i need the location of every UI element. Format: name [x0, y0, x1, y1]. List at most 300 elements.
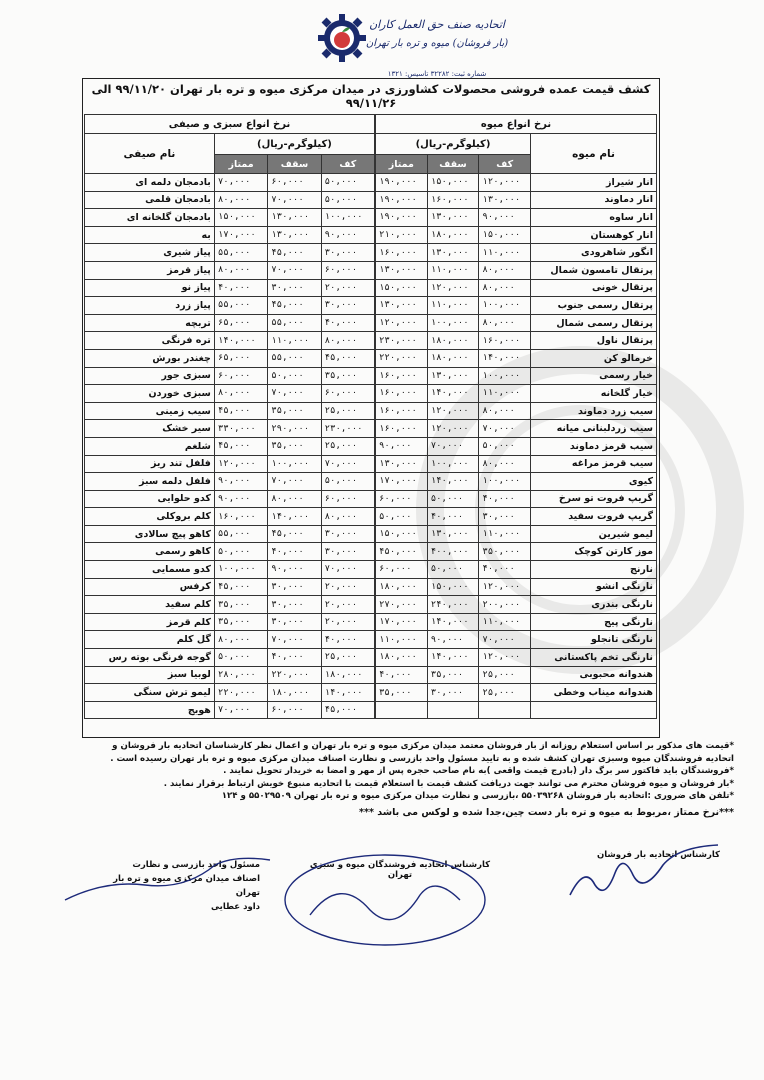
- veg-cell-kaf: ۶۰,۰۰۰: [321, 385, 374, 403]
- veg-table-row: [85, 543, 375, 561]
- fruit-cell-kaf: ۱۱۰,۰۰۰: [479, 385, 531, 403]
- veg-cell-name: سبزی خوردن: [85, 385, 215, 403]
- veg-cell-momtaz: ۳۳۰,۰۰۰: [214, 420, 267, 438]
- veg-cell-saqf: ۲۲۰,۰۰۰: [268, 666, 321, 684]
- veg-col-momtaz: ممتاز: [214, 155, 267, 174]
- fruit-col-kaf: کف: [479, 155, 531, 174]
- fruit-table-row: [376, 631, 657, 649]
- veg-cell-name: کدو حلوایی: [85, 490, 215, 508]
- note-line: *فروشندگان باید فاکتور سر برگ دار (بادرج قیمت واقعی )به نام صاحب حجره پس از مهر و امضا به خریدار تحویل نمایند .: [223, 766, 734, 776]
- fruit-table-row: [376, 174, 657, 192]
- veg-cell-name: پیاز زرد: [85, 297, 215, 315]
- veg-table-row: [85, 684, 375, 702]
- veg-cell-saqf: ۴۰,۰۰۰: [268, 543, 321, 561]
- veg-cell-momtaz: ۱۶۰,۰۰۰: [214, 508, 267, 526]
- veg-cell-saqf: ۳۵,۰۰۰: [268, 402, 321, 420]
- veg-cell-kaf: ۴۵,۰۰۰: [321, 701, 374, 719]
- fruit-cell-name: پرتقال ناول: [531, 332, 657, 350]
- fruit-cell-saqf: ۱۱۰,۰۰۰: [427, 297, 479, 315]
- veg-cell-kaf: ۶۰,۰۰۰: [321, 490, 374, 508]
- veg-cell-saqf: ۱۱۰,۰۰۰: [268, 332, 321, 350]
- veg-col-kaf: کف: [321, 155, 374, 174]
- fruit-cell-name: نارنج: [531, 561, 657, 579]
- veg-cell-saqf: ۳۰,۰۰۰: [268, 596, 321, 614]
- veg-cell-name: به: [85, 226, 215, 244]
- veg-cell-momtaz: ۹۰,۰۰۰: [214, 490, 267, 508]
- veg-cell-momtaz: ۳۵,۰۰۰: [214, 596, 267, 614]
- fruit-cell-kaf: ۷۰,۰۰۰: [479, 420, 531, 438]
- veg-cell-name: بادمجان دلمه ای: [85, 174, 215, 192]
- fruit-cell-saqf: ۱۰۰,۰۰۰: [427, 314, 479, 332]
- veg-cell-momtaz: ۶۰,۰۰۰: [214, 367, 267, 385]
- fruit-cell-momtaz: ۴۵۰,۰۰۰: [376, 543, 428, 561]
- veg-cell-momtaz: ۵۵,۰۰۰: [214, 297, 267, 315]
- veg-table-row: [85, 226, 375, 244]
- fruit-cell-name: انار شیراز: [531, 174, 657, 192]
- veg-cell-saqf: ۶۰,۰۰۰: [268, 701, 321, 719]
- fruit-cell-name: پرتقال تامسون شمال: [531, 261, 657, 279]
- fruit-table-row: [376, 543, 657, 561]
- fruit-cell-saqf: ۱۲۰,۰۰۰: [427, 279, 479, 297]
- fruit-table-row: [376, 244, 657, 262]
- fruit-cell-kaf: ۲۵,۰۰۰: [479, 684, 531, 702]
- veg-table-row: [85, 473, 375, 491]
- veg-cell-momtaz: ۱۷۰,۰۰۰: [214, 226, 267, 244]
- signature-scribble-right-icon: [560, 840, 730, 910]
- note-line: اتحادیه فروشندگان میوه وسبزی تهران کشف شده و به تایید مسئول واحد بازرسی و نظارت اصناف میدان مرکزی میوه و تره بار تهران رسیده است .: [110, 753, 734, 764]
- fruit-cell-momtaz: ۱۶۰,۰۰۰: [376, 244, 428, 262]
- veg-cell-saqf: ۴۰,۰۰۰: [268, 649, 321, 667]
- fruit-cell-saqf: ۱۲۰,۰۰۰: [427, 402, 479, 420]
- veg-cell-kaf: ۸۰,۰۰۰: [321, 508, 374, 526]
- veg-cell-name: گل کلم: [85, 631, 215, 649]
- fruit-cell-saqf: ۵۰,۰۰۰: [427, 490, 479, 508]
- fruit-cell-momtaz: ۱۱۰,۰۰۰: [376, 631, 428, 649]
- veg-cell-name: سبزی جور: [85, 367, 215, 385]
- signature-inspection-line1: مسئول واحد بازرسی و نظارت: [132, 860, 260, 870]
- signature-inspection-name: داود عطایی: [211, 902, 260, 912]
- header-org-title: اتحادیه صنف حق العمل کاران: [369, 18, 505, 31]
- fruit-table-row: [376, 279, 657, 297]
- fruit-cell-momtaz: ۱۷۰,۰۰۰: [376, 473, 428, 491]
- fruit-table-row: [376, 684, 657, 702]
- veg-cell-name: کلم سفید: [85, 596, 215, 614]
- fruit-cell-kaf: ۱۱۰,۰۰۰: [479, 613, 531, 631]
- veg-cell-momtaz: ۱۴۰,۰۰۰: [214, 332, 267, 350]
- fruit-table-row: [376, 191, 657, 209]
- fruit-cell-kaf: ۱۵۰,۰۰۰: [479, 226, 531, 244]
- veg-table-row: [85, 420, 375, 438]
- veg-table-row: [85, 402, 375, 420]
- fruit-cell-momtaz: ۱۳۰,۰۰۰: [376, 261, 428, 279]
- veg-cell-saqf: ۵۰,۰۰۰: [268, 367, 321, 385]
- signature-inspection-line2: اصناف میدان مرکزی میوه و تره بار تهران: [113, 874, 260, 898]
- signature-foroshandegan-label: کارشناس اتحادیه فروشندگان میوه و سبزی تهران: [309, 860, 491, 880]
- fruit-cell-name: گریپ فروت تو سرخ: [531, 490, 657, 508]
- veg-cell-name: کرفس: [85, 578, 215, 596]
- fruit-table-row: [376, 578, 657, 596]
- fruit-cell-saqf: ۱۲۰,۰۰۰: [427, 420, 479, 438]
- veg-cell-saqf: ۷۰,۰۰۰: [268, 631, 321, 649]
- fruit-cell-name: سیب زردلبنانی میانه: [531, 420, 657, 438]
- fruit-cell-saqf: ۱۸۰,۰۰۰: [427, 349, 479, 367]
- veg-table-row: [85, 701, 375, 719]
- fruit-cell-momtaz: ۴۰,۰۰۰: [376, 666, 428, 684]
- veg-cell-saqf: ۴۵,۰۰۰: [268, 297, 321, 315]
- veg-cell-kaf: ۲۰,۰۰۰: [321, 613, 374, 631]
- veg-table-row: [85, 332, 375, 350]
- veg-cell-kaf: ۲۵,۰۰۰: [321, 437, 374, 455]
- fruit-cell-momtaz: ۱۳۰,۰۰۰: [376, 297, 428, 315]
- fruit-cell-name: انار ساوه: [531, 209, 657, 227]
- fruit-cell-momtaz: ۶۰,۰۰۰: [376, 561, 428, 579]
- veg-table-row: [85, 455, 375, 473]
- veg-cell-kaf: ۴۵,۰۰۰: [321, 349, 374, 367]
- signature-barforoshan-label: کارشناس اتحادیه بار فروشان: [596, 850, 720, 860]
- fruit-cell-momtaz: ۱۸۰,۰۰۰: [376, 649, 428, 667]
- veg-cell-momtaz: ۴۵,۰۰۰: [214, 578, 267, 596]
- veg-table-row: [85, 561, 375, 579]
- fruit-unit-header: (کیلوگرم-ریال): [376, 134, 531, 155]
- fruit-cell-saqf: ۱۳۰,۰۰۰: [427, 525, 479, 543]
- veg-cell-saqf: ۶۰,۰۰۰: [268, 174, 321, 192]
- veg-cell-saqf: ۳۵,۰۰۰: [268, 437, 321, 455]
- fruit-cell-saqf: ۳۵,۰۰۰: [427, 666, 479, 684]
- veg-cell-name: کدو مسمایی: [85, 561, 215, 579]
- fruit-cell-kaf: [479, 701, 531, 719]
- fruit-cell-saqf: ۱۳۰,۰۰۰: [427, 244, 479, 262]
- veg-cell-saqf: ۴۵,۰۰۰: [268, 525, 321, 543]
- fruit-table-row: [376, 525, 657, 543]
- fruit-cell-momtaz: ۲۷۰,۰۰۰: [376, 596, 428, 614]
- fruit-table-row: [376, 332, 657, 350]
- fruit-cell-momtaz: ۲۲۰,۰۰۰: [376, 349, 428, 367]
- veg-cell-saqf: ۱۰۰,۰۰۰: [268, 455, 321, 473]
- fruit-cell-saqf: ۱۴۰,۰۰۰: [427, 385, 479, 403]
- fruit-cell-name: سیب قرمز مراغه: [531, 455, 657, 473]
- notes-block: [84, 740, 734, 819]
- veg-cell-kaf: ۲۰,۰۰۰: [321, 578, 374, 596]
- fruit-cell-kaf: ۱۴۰,۰۰۰: [479, 349, 531, 367]
- veg-cell-momtaz: ۹۰,۰۰۰: [214, 473, 267, 491]
- veg-cell-kaf: ۳۰,۰۰۰: [321, 244, 374, 262]
- veg-section-title: نرخ انواع سبزی و صیفی: [85, 115, 375, 134]
- veg-cell-kaf: ۲۰,۰۰۰: [321, 279, 374, 297]
- fruit-cell-name: خرمالو کن: [531, 349, 657, 367]
- fruit-cell-momtaz: ۱۶۰,۰۰۰: [376, 402, 428, 420]
- fruit-cell-name: خیار گلخانه: [531, 385, 657, 403]
- veg-cell-kaf: ۵۰,۰۰۰: [321, 473, 374, 491]
- fruit-col-momtaz: ممتاز: [376, 155, 428, 174]
- veg-cell-name: بادمجان قلمی: [85, 191, 215, 209]
- veg-cell-momtaz: ۲۸۰,۰۰۰: [214, 666, 267, 684]
- fruit-table-row: [376, 349, 657, 367]
- veg-cell-kaf: ۲۵,۰۰۰: [321, 402, 374, 420]
- fruit-cell-saqf: [427, 701, 479, 719]
- veg-table-row: [85, 314, 375, 332]
- veg-cell-name: لیمو ترش سنگی: [85, 684, 215, 702]
- fruit-cell-saqf: ۱۵۰,۰۰۰: [427, 578, 479, 596]
- veg-table-row: [85, 297, 375, 315]
- fruit-table-row: [376, 226, 657, 244]
- veg-cell-momtaz: ۵۵,۰۰۰: [214, 244, 267, 262]
- veg-table-row: [85, 209, 375, 227]
- veg-cell-name: سیر خشک: [85, 420, 215, 438]
- veg-table-row: [85, 279, 375, 297]
- fruit-cell-name: سیب زرد دماوند: [531, 402, 657, 420]
- note-line: *تلفن های ضروری :اتحادیه بار فروشان ۵۵۰۳۹۲۶۸ ،بازرسی و نظارت میدان مرکزی میوه و تره بار تهران ۵۵۰۲۹۵۰۹ و ۱۲۴: [221, 791, 734, 801]
- veg-table-row: [85, 367, 375, 385]
- fruit-cell-name: موز کارتن کوچک: [531, 543, 657, 561]
- veg-cell-name: کلم قرمز: [85, 613, 215, 631]
- signature-scribble-left-icon: [60, 855, 280, 915]
- veg-cell-kaf: ۱۰۰,۰۰۰: [321, 209, 374, 227]
- veg-cell-name: تربچه: [85, 314, 215, 332]
- veg-cell-kaf: ۱۴۰,۰۰۰: [321, 684, 374, 702]
- fruit-cell-momtaz: ۶۰,۰۰۰: [376, 490, 428, 508]
- veg-cell-name: فلفل دلمه سبز: [85, 473, 215, 491]
- document-title: کشف قیمت عمده فروشی محصولات کشاورزی در میدان مرکزی میوه و تره بار تهران ۹۹/۱۱/۲۰ الی ۹۹/۱۱/۲۶: [91, 82, 651, 110]
- veg-price-table: [84, 114, 375, 719]
- fruit-cell-saqf: ۴۰۰,۰۰۰: [427, 543, 479, 561]
- veg-table-row: [85, 525, 375, 543]
- fruit-cell-kaf: ۹۰,۰۰۰: [479, 209, 531, 227]
- fruit-cell-kaf: ۱۰۰,۰۰۰: [479, 297, 531, 315]
- fruit-cell-kaf: ۸۰,۰۰۰: [479, 402, 531, 420]
- fruit-cell-name: نارنگی پیج: [531, 613, 657, 631]
- fruit-cell-name: انار دماوند: [531, 191, 657, 209]
- fruit-cell-name: [531, 701, 657, 719]
- veg-unit-header: (کیلوگرم-ریال): [214, 134, 374, 155]
- veg-cell-name: پیاز قرمز: [85, 261, 215, 279]
- fruit-cell-name: خیار رسمی: [531, 367, 657, 385]
- veg-cell-saqf: ۳۰,۰۰۰: [268, 279, 321, 297]
- fruit-cell-name: کیوی: [531, 473, 657, 491]
- fruit-cell-saqf: ۲۴۰,۰۰۰: [427, 596, 479, 614]
- veg-table-row: [85, 437, 375, 455]
- veg-cell-name: کاهو پیچ سالادی: [85, 525, 215, 543]
- fruit-cell-saqf: ۹۰,۰۰۰: [427, 631, 479, 649]
- fruit-cell-saqf: ۱۴۰,۰۰۰: [427, 649, 479, 667]
- fruit-price-table: [375, 114, 657, 719]
- veg-table-row: [85, 244, 375, 262]
- veg-cell-momtaz: ۸۰,۰۰۰: [214, 385, 267, 403]
- fruit-cell-kaf: ۴۰,۰۰۰: [479, 561, 531, 579]
- fruit-table-row: [376, 297, 657, 315]
- fruit-cell-kaf: ۱۱۰,۰۰۰: [479, 525, 531, 543]
- fruit-cell-momtaz: ۱۸۰,۰۰۰: [376, 578, 428, 596]
- veg-cell-saqf: ۳۰,۰۰۰: [268, 613, 321, 631]
- fruit-cell-kaf: ۱۲۰,۰۰۰: [479, 174, 531, 192]
- veg-cell-kaf: ۵۰,۰۰۰: [321, 191, 374, 209]
- veg-cell-saqf: ۳۰,۰۰۰: [268, 578, 321, 596]
- veg-cell-momtaz: ۵۰,۰۰۰: [214, 649, 267, 667]
- fruit-cell-momtaz: ۳۵,۰۰۰: [376, 684, 428, 702]
- veg-cell-saqf: ۷۰,۰۰۰: [268, 385, 321, 403]
- fruit-cell-momtaz: ۱۵۰,۰۰۰: [376, 279, 428, 297]
- veg-cell-momtaz: ۶۵,۰۰۰: [214, 349, 267, 367]
- fruit-col-saqf: سقف: [427, 155, 479, 174]
- veg-cell-momtaz: ۴۰,۰۰۰: [214, 279, 267, 297]
- veg-cell-kaf: ۳۰,۰۰۰: [321, 543, 374, 561]
- veg-cell-saqf: ۱۸۰,۰۰۰: [268, 684, 321, 702]
- fruit-cell-saqf: ۱۳۰,۰۰۰: [427, 209, 479, 227]
- fruit-cell-kaf: ۸۰,۰۰۰: [479, 314, 531, 332]
- fruit-table-row: [376, 508, 657, 526]
- fruit-table-row: [376, 261, 657, 279]
- veg-cell-momtaz: ۵۵,۰۰۰: [214, 525, 267, 543]
- fruit-cell-saqf: ۱۵۰,۰۰۰: [427, 174, 479, 192]
- fruit-cell-momtaz: ۱۹۰,۰۰۰: [376, 209, 428, 227]
- fruit-cell-name: گریپ فروت سفید: [531, 508, 657, 526]
- fruit-cell-saqf: ۳۰,۰۰۰: [427, 684, 479, 702]
- fruit-cell-saqf: ۱۶۰,۰۰۰: [427, 191, 479, 209]
- fruit-table-row: [376, 596, 657, 614]
- veg-cell-name: کلم بروکلی: [85, 508, 215, 526]
- fruit-cell-momtaz: ۱۹۰,۰۰۰: [376, 191, 428, 209]
- veg-cell-name: گوجه فرنگی بوته رس: [85, 649, 215, 667]
- veg-cell-kaf: ۹۰,۰۰۰: [321, 226, 374, 244]
- veg-cell-momtaz: ۸۰,۰۰۰: [214, 191, 267, 209]
- veg-cell-kaf: ۱۸۰,۰۰۰: [321, 666, 374, 684]
- fruit-table-row: [376, 490, 657, 508]
- veg-cell-momtaz: ۵۰,۰۰۰: [214, 543, 267, 561]
- veg-cell-momtaz: ۱۵۰,۰۰۰: [214, 209, 267, 227]
- fruit-table-row: [376, 666, 657, 684]
- fruit-cell-kaf: ۳۵۰,۰۰۰: [479, 543, 531, 561]
- veg-cell-momtaz: ۴۵,۰۰۰: [214, 402, 267, 420]
- fruit-cell-saqf: ۵۰,۰۰۰: [427, 561, 479, 579]
- veg-cell-momtaz: ۷۰,۰۰۰: [214, 701, 267, 719]
- fruit-table-row: [376, 561, 657, 579]
- final-note: ***نرخ ممتاز ،مربوط به میوه و تره بار دست چین،جدا شده و لوکس می باشد ***: [359, 806, 734, 818]
- fruit-table-row: [376, 455, 657, 473]
- veg-cell-saqf: ۴۵,۰۰۰: [268, 244, 321, 262]
- veg-cell-name: پیاز نو: [85, 279, 215, 297]
- fruit-table-row: [376, 437, 657, 455]
- fruit-cell-kaf: ۳۰,۰۰۰: [479, 508, 531, 526]
- veg-table-row: [85, 631, 375, 649]
- fruit-table-row: [376, 367, 657, 385]
- fruit-cell-name: پرتقال خونی: [531, 279, 657, 297]
- union-logo-icon: [318, 14, 366, 62]
- fruit-cell-name: نارنگی بندری: [531, 596, 657, 614]
- veg-cell-saqf: ۷۰,۰۰۰: [268, 261, 321, 279]
- veg-cell-momtaz: ۸۰,۰۰۰: [214, 631, 267, 649]
- fruit-cell-kaf: ۱۰۰,۰۰۰: [479, 367, 531, 385]
- veg-cell-kaf: ۲۳۰,۰۰۰: [321, 420, 374, 438]
- fruit-cell-kaf: ۸۰,۰۰۰: [479, 261, 531, 279]
- veg-cell-name: لوبیا سبز: [85, 666, 215, 684]
- veg-table-row: [85, 649, 375, 667]
- fruit-cell-momtaz: ۱۹۰,۰۰۰: [376, 174, 428, 192]
- veg-cell-saqf: ۷۰,۰۰۰: [268, 473, 321, 491]
- veg-cell-name: بادمجان گلخانه ای: [85, 209, 215, 227]
- veg-cell-saqf: ۱۳۰,۰۰۰: [268, 209, 321, 227]
- header-registration: شماره ثبت: ۳۲۲۸۲ تاسیس: ۱۳۲۱: [387, 70, 487, 78]
- fruit-cell-saqf: ۱۱۰,۰۰۰: [427, 261, 479, 279]
- header-org-subtitle: (بار فروشان) میوه و تره بار تهران: [365, 38, 509, 49]
- fruit-cell-kaf: ۴۰,۰۰۰: [479, 490, 531, 508]
- veg-cell-kaf: ۵۰,۰۰۰: [321, 174, 374, 192]
- fruit-cell-saqf: ۴۰,۰۰۰: [427, 508, 479, 526]
- veg-cell-name: کاهو رسمی: [85, 543, 215, 561]
- veg-cell-momtaz: ۲۲۰,۰۰۰: [214, 684, 267, 702]
- fruit-cell-kaf: ۱۳۰,۰۰۰: [479, 191, 531, 209]
- fruit-name-header: نام میوه: [531, 134, 657, 174]
- fruit-cell-saqf: ۱۰۰,۰۰۰: [427, 455, 479, 473]
- veg-cell-name: تره فرنگی: [85, 332, 215, 350]
- veg-cell-kaf: ۷۰,۰۰۰: [321, 561, 374, 579]
- veg-cell-momtaz: ۱۲۰,۰۰۰: [214, 455, 267, 473]
- veg-cell-momtaz: ۱۰۰,۰۰۰: [214, 561, 267, 579]
- note-line: *قیمت های مذکور بر اساس استعلام روزانه از بار فروشان معتمد میدان مرکزی میوه و تره بار تهران و اعمال نظر کارشناسان اتحادیه بار فروشان و: [112, 741, 734, 751]
- veg-cell-name: شلغم: [85, 437, 215, 455]
- fruit-cell-name: هندوانه محبوبی: [531, 666, 657, 684]
- fruit-cell-kaf: ۱۲۰,۰۰۰: [479, 649, 531, 667]
- veg-table-row: [85, 490, 375, 508]
- fruit-cell-kaf: ۱۱۰,۰۰۰: [479, 244, 531, 262]
- veg-table-row: [85, 578, 375, 596]
- veg-table-row: [85, 261, 375, 279]
- fruit-cell-momtaz: ۹۰,۰۰۰: [376, 437, 428, 455]
- fruit-cell-kaf: ۸۰,۰۰۰: [479, 279, 531, 297]
- veg-cell-saqf: ۵۵,۰۰۰: [268, 314, 321, 332]
- fruit-cell-saqf: ۱۴۰,۰۰۰: [427, 613, 479, 631]
- veg-cell-saqf: ۱۴۰,۰۰۰: [268, 508, 321, 526]
- veg-cell-momtaz: ۳۵,۰۰۰: [214, 613, 267, 631]
- veg-table-row: [85, 191, 375, 209]
- veg-cell-kaf: ۳۰,۰۰۰: [321, 297, 374, 315]
- fruit-cell-name: نارنگی انشو: [531, 578, 657, 596]
- veg-name-header: نام صیفی: [85, 134, 215, 174]
- fruit-cell-momtaz: ۱۶۰,۰۰۰: [376, 367, 428, 385]
- veg-cell-kaf: ۸۰,۰۰۰: [321, 332, 374, 350]
- veg-cell-name: فلفل تند ریز: [85, 455, 215, 473]
- veg-cell-name: سیب زمینی: [85, 402, 215, 420]
- veg-cell-kaf: ۶۰,۰۰۰: [321, 261, 374, 279]
- veg-cell-saqf: ۸۰,۰۰۰: [268, 490, 321, 508]
- fruit-table-row: [376, 420, 657, 438]
- fruit-cell-momtaz: ۲۳۰,۰۰۰: [376, 332, 428, 350]
- veg-cell-momtaz: ۷۰,۰۰۰: [214, 174, 267, 192]
- fruit-section-title: نرخ انواع میوه: [376, 115, 657, 134]
- fruit-cell-momtaz: [376, 701, 428, 719]
- veg-cell-saqf: ۹۰,۰۰۰: [268, 561, 321, 579]
- veg-table-row: [85, 174, 375, 192]
- fruit-cell-name: سیب قرمز دماوند: [531, 437, 657, 455]
- veg-table-row: [85, 613, 375, 631]
- fruit-table-row: [376, 473, 657, 491]
- fruit-cell-momtaz: ۱۳۰,۰۰۰: [376, 455, 428, 473]
- fruit-cell-name: نارنگی تانجلو: [531, 631, 657, 649]
- fruit-table-row: [376, 613, 657, 631]
- veg-cell-kaf: ۳۵,۰۰۰: [321, 367, 374, 385]
- veg-cell-name: هویج: [85, 701, 215, 719]
- veg-table-row: [85, 508, 375, 526]
- veg-cell-momtaz: ۴۵,۰۰۰: [214, 437, 267, 455]
- veg-cell-name: چغندر بورش: [85, 349, 215, 367]
- fruit-cell-name: هندوانه میناب وخطی: [531, 684, 657, 702]
- veg-cell-name: پیاز شیری: [85, 244, 215, 262]
- veg-table-row: [85, 666, 375, 684]
- fruit-cell-momtaz: ۱۶۰,۰۰۰: [376, 385, 428, 403]
- veg-col-saqf: سقف: [268, 155, 321, 174]
- fruit-cell-name: پرتقال رسمی شمال: [531, 314, 657, 332]
- fruit-cell-momtaz: ۱۷۰,۰۰۰: [376, 613, 428, 631]
- fruit-cell-momtaz: ۱۵۰,۰۰۰: [376, 525, 428, 543]
- fruit-cell-kaf: ۱۲۰,۰۰۰: [479, 578, 531, 596]
